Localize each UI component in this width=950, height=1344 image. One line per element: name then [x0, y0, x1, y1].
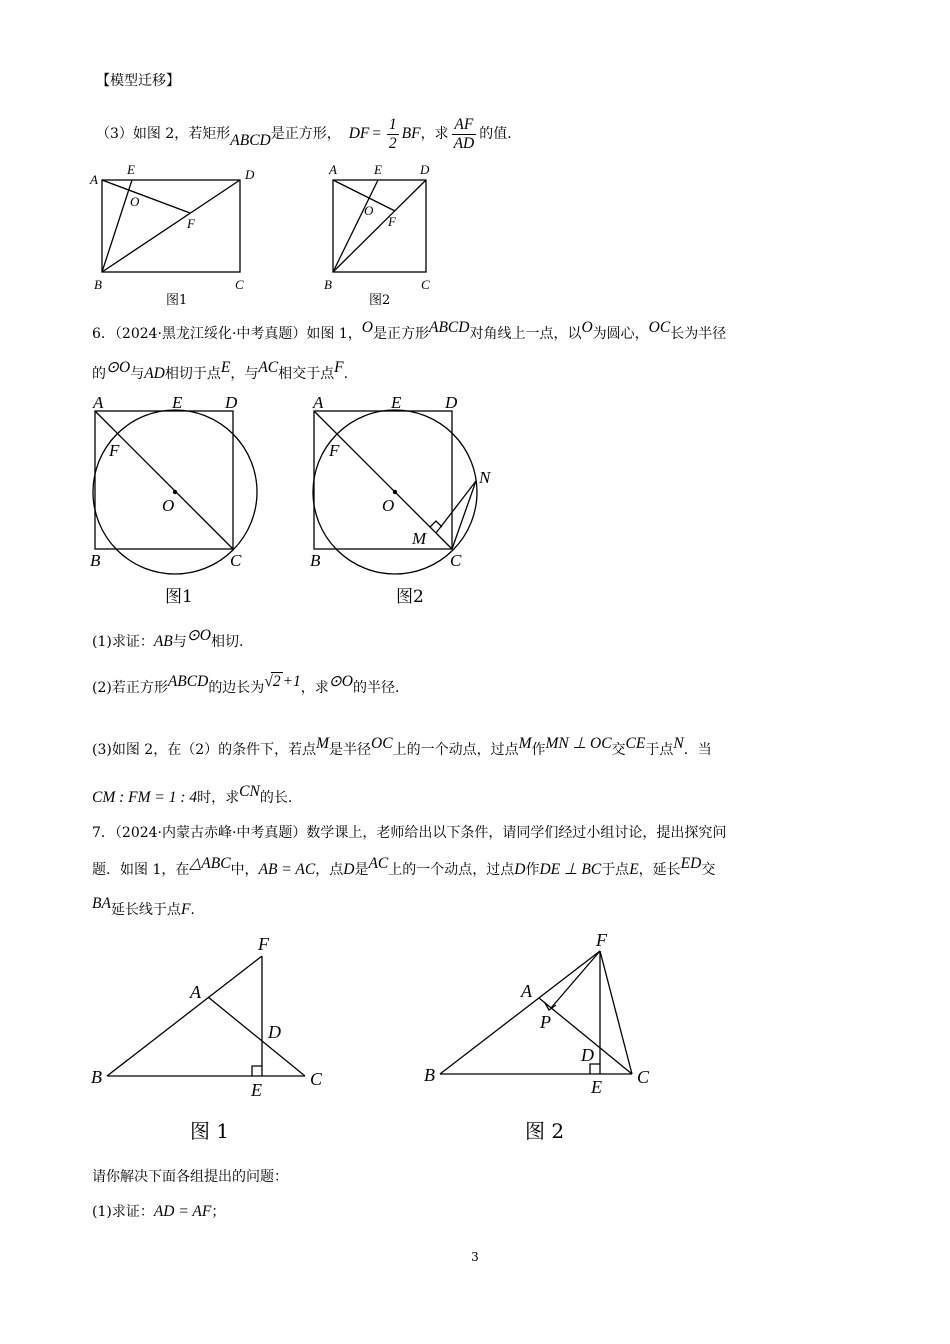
- p6-f2-label-n: N: [479, 468, 491, 487]
- p7-point-d2: D: [514, 861, 526, 878]
- p6-q3-cn: CN: [239, 783, 260, 800]
- p7-point-e: E: [629, 861, 639, 878]
- p6-q3-mn-perp: MN ⊥ OC: [545, 735, 612, 752]
- p7-f2-label-f: F: [596, 930, 607, 950]
- p7-f2-caption: 图 2: [525, 1119, 565, 1143]
- p6-line-2: 的⊙O与AD相切于点E，与AC相交于点F.: [92, 359, 349, 382]
- page-number: 3: [471, 1250, 479, 1264]
- p7-f1-label-b: B: [91, 1067, 102, 1087]
- p7-ac: AC: [368, 855, 389, 872]
- q3-f1-label-c: C: [235, 277, 244, 292]
- p6-f1-center-dot: [173, 490, 177, 494]
- p6-q3-arc-ce: CE: [625, 735, 646, 752]
- p6-question-3-cont: CM : FM = 1 : 4时，求CN的长.: [92, 783, 293, 806]
- p6-f2-label-b: B: [310, 551, 321, 570]
- p6-f1-caption: 图1: [165, 587, 193, 607]
- q3-half-den: 2: [388, 134, 397, 152]
- p6-q2-sqrt: 2: [272, 673, 281, 690]
- q3-eq: =: [371, 125, 382, 143]
- p7-f2-label-c: C: [637, 1067, 650, 1087]
- p6-q1-circle: ⊙O: [186, 627, 211, 644]
- section-heading: 【模型迁移】: [96, 73, 180, 89]
- q3-f1-label-d: D: [245, 167, 255, 182]
- q3-half-num: 1: [388, 116, 397, 133]
- p6-f2-label-f: F: [329, 441, 340, 460]
- p7-f2-label-p: P: [540, 1012, 551, 1032]
- q3-df: DF: [348, 125, 370, 143]
- q3-ad: AD: [453, 134, 475, 152]
- p6-q2-circle: ⊙O: [328, 673, 353, 690]
- p6-f2-label-c: C: [450, 551, 462, 570]
- p6-f1-label-a: A: [93, 393, 104, 412]
- q3-bf: BF: [401, 125, 421, 143]
- p6-circle-o: ⊙O: [106, 359, 131, 376]
- p6-f2-label-m: M: [412, 529, 427, 548]
- p6-f2-label-o: O: [382, 496, 395, 515]
- p7-point-d: D: [343, 861, 355, 878]
- p7-f1-label-e: E: [251, 1080, 262, 1100]
- q3-f1-label-f: F: [187, 216, 195, 231]
- p7-question-1: (1)求证：AD = AF；: [92, 1203, 226, 1220]
- p6-square-name: ABCD: [429, 319, 470, 336]
- p7-ab-eq-ac: AB = AC: [258, 861, 316, 878]
- p7-ba: BA: [92, 895, 111, 912]
- p6-q2-plus1: +1: [282, 673, 301, 690]
- q3-f1-label-a: A: [90, 172, 98, 187]
- p6-question-3: (3)如图 2，在（2）的条件下，若点M是半径OC上的一个动点，过点M作MN ⊥ OC交CE于点N．当: [92, 735, 712, 758]
- p6-q3-n: N: [673, 735, 684, 752]
- p6-ad: AD: [144, 365, 165, 382]
- p6-q3-ratio: CM : FM = 1 : 4: [92, 789, 198, 806]
- p6-question-1: (1)求证：AB与⊙O相切.: [92, 627, 244, 650]
- p7-f2-label-e: E: [591, 1077, 602, 1097]
- p6-f1-label-f: F: [109, 441, 120, 460]
- q3-f2-label-e: E: [374, 162, 382, 177]
- q3-f1-caption: 图1: [166, 293, 188, 308]
- p7-q1-ad-eq-af: AD = AF: [153, 1203, 212, 1220]
- p7-f1-label-a: A: [190, 982, 201, 1002]
- p6-q3-m: M: [316, 735, 330, 752]
- p6-f2-caption: 图2: [396, 587, 424, 607]
- p7-de-perp-bc: DE ⊥ BC: [539, 861, 602, 878]
- q3-rect-name: ABCD: [230, 132, 271, 150]
- q3-f2-label-f: F: [388, 214, 396, 229]
- p6-f2-label-e: E: [391, 393, 402, 412]
- q3-seek: ，求: [420, 126, 449, 142]
- p6-q1-ab: AB: [153, 633, 173, 650]
- q3-f1-label-b: B: [94, 277, 102, 292]
- q3-f2-label-o: O: [364, 203, 374, 218]
- p6-f2-label-a: A: [313, 393, 324, 412]
- p6-f1-label-e: E: [172, 393, 183, 412]
- p7-f2-label-b: B: [424, 1065, 435, 1085]
- p6-f2-label-d: D: [445, 393, 458, 412]
- q3-f1-label-e: E: [127, 162, 135, 177]
- q3-f2-label-b: B: [324, 277, 332, 292]
- p6-q2-square: ABCD: [167, 673, 209, 690]
- p7-figure-2: [440, 951, 632, 1074]
- q3-figure-2: [333, 180, 426, 272]
- p7-point-f: F: [180, 901, 191, 918]
- p6-q3-m2: M: [518, 735, 532, 752]
- p6-center-o: O: [581, 319, 593, 336]
- q3-figure-1: [102, 180, 240, 272]
- p6-f1-label-o: O: [162, 496, 175, 515]
- p6-point-e: E: [220, 359, 231, 376]
- p7-figure-1: [107, 956, 305, 1076]
- p7-line-2: 题．如图 1，在△ABC中，AB = AC，点D是AC上的一个动点，过点D作DE ⊥ BC于点E，延长ED交: [92, 855, 716, 878]
- p6-line-1: 6．（2024·黑龙江绥化·中考真题）如图 1，O是正方形ABCD对角线上一点，以O为圆心，OC长为半径: [92, 319, 727, 342]
- q3-tail: 的值.: [479, 126, 512, 142]
- q3-f2-label-c: C: [421, 277, 430, 292]
- p7-f2-label-d: D: [581, 1045, 594, 1065]
- p6-point-o: O: [361, 319, 373, 336]
- q3-f2-label-d: D: [420, 162, 430, 177]
- p7-triangle: △ABC: [189, 855, 231, 872]
- p6-f1-label-c: C: [230, 551, 242, 570]
- q3-f2-caption: 图2: [369, 293, 391, 308]
- p7-f1-label-d: D: [268, 1022, 281, 1042]
- p6-oc: OC: [648, 319, 671, 336]
- p7-ed: ED: [680, 855, 702, 872]
- p7-f1-caption: 图 1: [190, 1119, 230, 1143]
- p6-f1-label-d: D: [225, 393, 238, 412]
- p6-q3-oc: OC: [371, 735, 393, 752]
- p6-f2-center-dot: [393, 490, 397, 494]
- p7-line-3: BA延长线于点F.: [92, 895, 195, 918]
- p7-f1-label-f: F: [258, 934, 269, 954]
- p7-f1-label-c: C: [310, 1069, 323, 1089]
- q3-f2-label-a: A: [329, 162, 337, 177]
- p6-ac: AC: [258, 359, 279, 376]
- p7-f2-label-a: A: [521, 981, 532, 1001]
- p7-instruction: 请你解决下面各组提出的问题：: [92, 1169, 288, 1185]
- p6-point-f: F: [334, 359, 344, 376]
- p7-line-1: 7．（2024·内蒙古赤峰·中考真题）数学课上，老师给出以下条件，请同学们经过小组讨论，提出探究问: [92, 825, 727, 841]
- p6-f1-label-b: B: [90, 551, 101, 570]
- q3-prefix: （3）如图 2，若矩形: [96, 126, 231, 142]
- q3-f1-label-o: O: [130, 194, 140, 209]
- q3-af: AF: [452, 117, 477, 135]
- p6-question-2: (2)若正方形ABCD的边长为√2 +1，求⊙O的半径.: [92, 673, 400, 696]
- q3-is-square: 是正方形，: [270, 126, 341, 142]
